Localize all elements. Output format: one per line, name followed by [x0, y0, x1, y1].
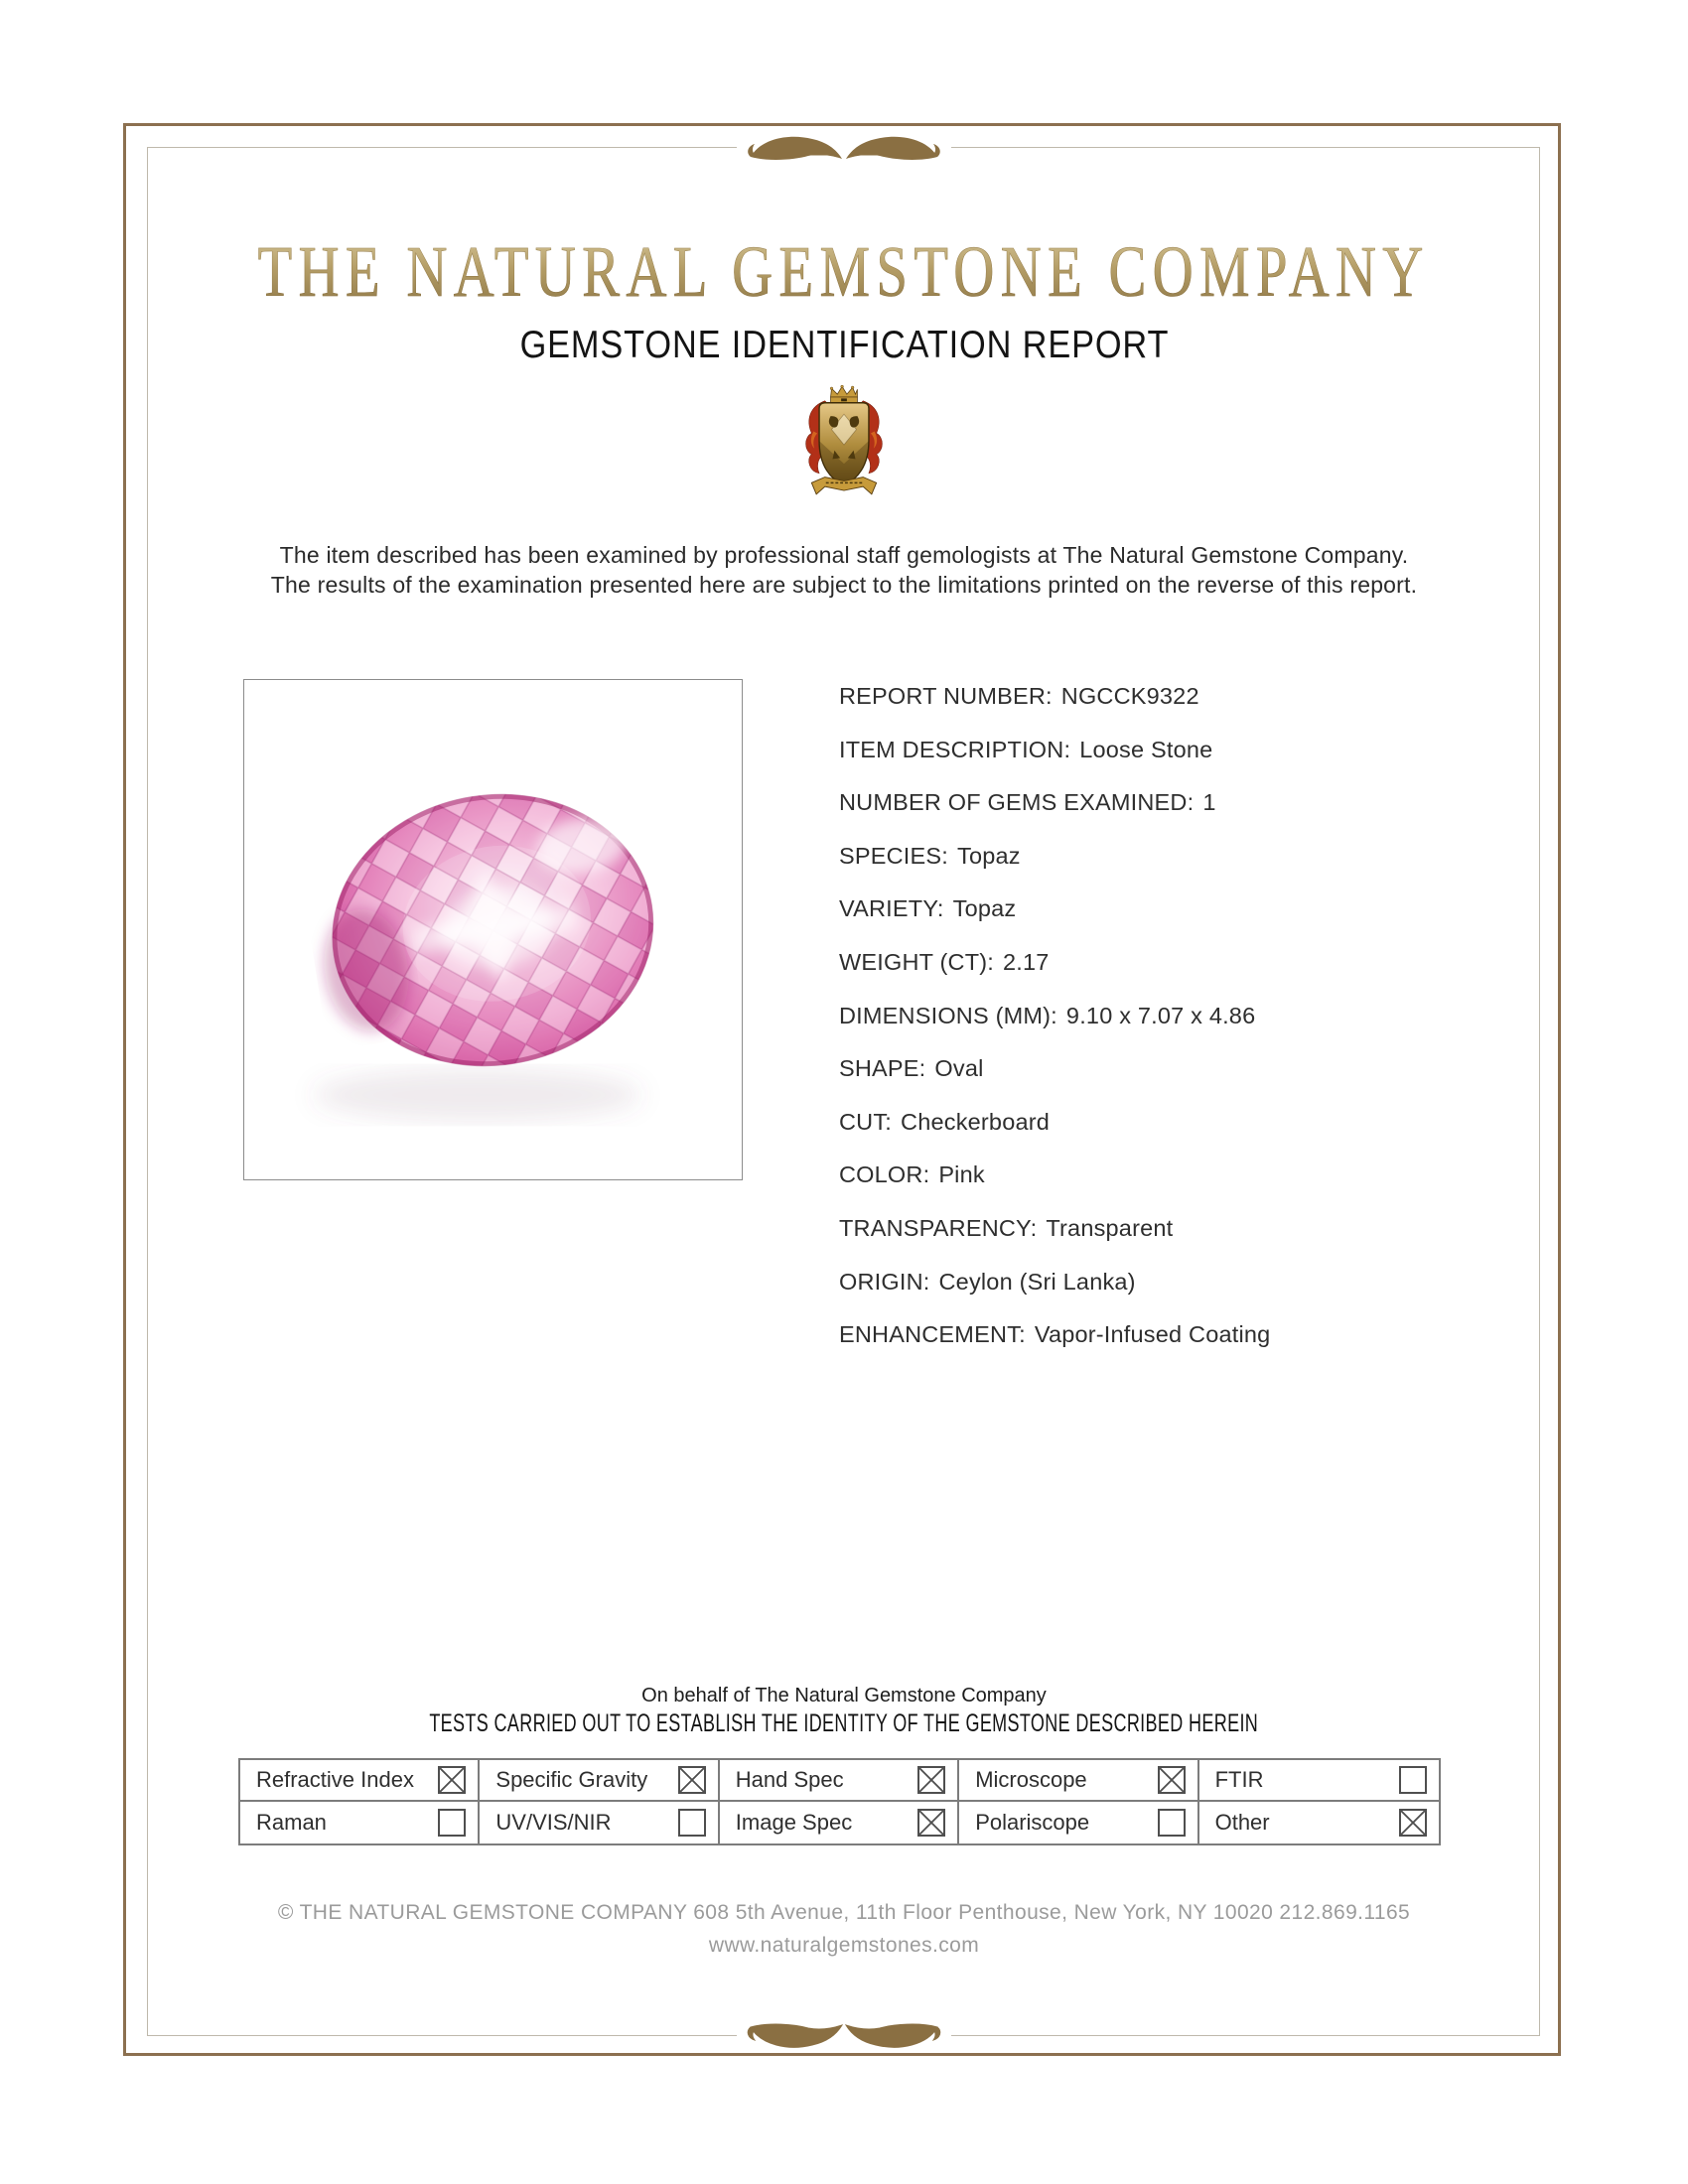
checkbox-raman: [438, 1809, 466, 1837]
tests-heading: [0, 1709, 1688, 1738]
footer-website: www.naturalgemstones.com: [708, 1934, 980, 1957]
test-cell-uv-vis-nir: UV/VIS/NIR: [480, 1802, 719, 1843]
test-cell-ftir: FTIR: [1199, 1760, 1439, 1802]
test-cell-specific-gravity: Specific Gravity: [480, 1760, 719, 1802]
gem-photo: [243, 679, 743, 1180]
detail-shape: SHAPE: Oval: [839, 1055, 984, 1082]
company-title-text: THE NATURAL GEMSTONE COMPANY: [257, 231, 1431, 312]
company-crest-icon: [796, 385, 892, 502]
checkbox-uv-vis-nir: [678, 1809, 706, 1837]
test-cell-refractive-index: Refractive Index: [240, 1760, 480, 1802]
detail-origin: ORIGIN: Ceylon (Sri Lanka): [839, 1268, 1136, 1295]
checkbox-ftir: [1399, 1766, 1427, 1794]
checkbox-polariscope: [1158, 1809, 1186, 1837]
tests-table: [238, 1758, 1441, 1845]
flourish-ornament-top-icon: [745, 129, 943, 169]
detail-enhancement: ENHANCEMENT: Vapor-Infused Coating: [839, 1321, 1271, 1348]
checkbox-microscope: [1158, 1766, 1186, 1794]
footer-address-line: © THE NATURAL GEMSTONE COMPANY 608 5th Avenue, 11th Floor Penthouse, New York, NY 10020 212.869.1165: [277, 1901, 1411, 1924]
intro-line-1: The item described has been examined by professional staff gemologists at The Natural Gemstone Company.: [279, 542, 1409, 568]
intro-paragraph: [0, 540, 1688, 600]
test-cell-microscope: Microscope: [959, 1760, 1198, 1802]
test-cell-hand-spec: Hand Spec: [720, 1760, 959, 1802]
detail-variety: VARIETY: Topaz: [839, 895, 1017, 922]
report-details: [839, 683, 1270, 1375]
detail-report-number: REPORT NUMBER: NGCCK9322: [839, 683, 1199, 709]
detail-color: COLOR: Pink: [839, 1161, 985, 1188]
detail-item-description: ITEM DESCRIPTION: Loose Stone: [839, 736, 1213, 762]
test-cell-raman: Raman: [240, 1802, 480, 1843]
checkbox-hand-spec: [917, 1766, 945, 1794]
flourish-ornament-bottom-icon: [745, 2015, 943, 2055]
checkbox-other: [1399, 1809, 1427, 1837]
test-cell-image-spec: Image Spec: [720, 1802, 959, 1843]
detail-number-of-gems: NUMBER OF GEMS EXAMINED: 1: [839, 789, 1216, 816]
detail-dimensions: DIMENSIONS (MM): 9.10 x 7.07 x 4.86: [839, 1002, 1256, 1028]
detail-species: SPECIES: Topaz: [839, 842, 1021, 869]
intro-line-2: The results of the examination presented here are subject to the limitations printed on the reverse of this report.: [270, 572, 1418, 598]
checkbox-specific-gravity: [678, 1766, 706, 1794]
gem-photo-image: [244, 680, 742, 1179]
test-cell-polariscope: Polariscope: [959, 1802, 1198, 1843]
company-title: [0, 230, 1688, 314]
report-subtitle-text: GEMSTONE IDENTIFICATION REPORT: [519, 324, 1169, 366]
detail-cut: CUT: Checkerboard: [839, 1108, 1051, 1135]
detail-weight: WEIGHT (CT): 2.17: [839, 948, 1050, 975]
on-behalf-line: On behalf of The Natural Gemstone Company: [641, 1685, 1047, 1706]
checkbox-refractive-index: [438, 1766, 466, 1794]
checkbox-image-spec: [917, 1809, 945, 1837]
report-subtitle: [0, 324, 1688, 367]
tests-heading-text: TESTS CARRIED OUT TO ESTABLISH THE IDENTITY OF THE GEMSTONE DESCRIBED HEREIN: [429, 1709, 1259, 1737]
detail-transparency: TRANSPARENCY: Transparent: [839, 1214, 1174, 1241]
test-cell-other: Other: [1199, 1802, 1439, 1843]
